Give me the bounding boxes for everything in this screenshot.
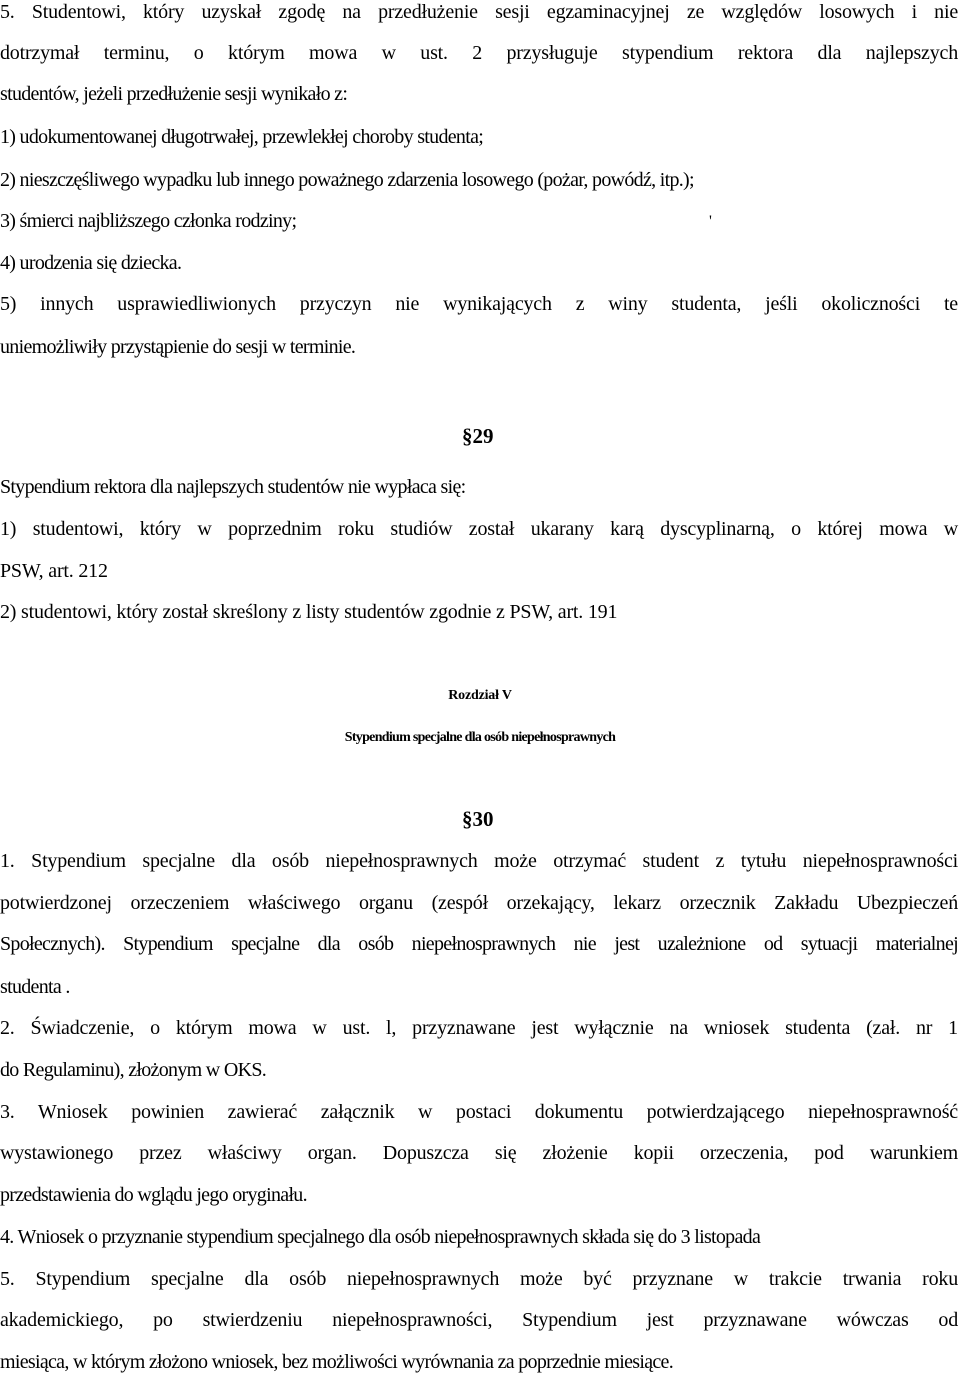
section-29-heading: §29 [462, 424, 494, 448]
chapter-number: Rozdział V [448, 688, 512, 703]
paragraph-5-line-2: dotrzymał terminu, o którym mowa w ust. 2 przysługuje stypendium rektora dla najlepszych [0, 42, 958, 64]
paragraph-5-line-1: 5. Studentowi, który uzyskał zgodę na przedłużenie sesji egzaminacyjnej ze względów losowych i nie [0, 1, 958, 23]
section-30-line-13: miesiąca, w którym złożono wniosek, bez możliwości wyrównania za poprzednie miesiące. [0, 1351, 674, 1373]
list-item-3: 3) śmierci najbliższego członka rodziny; [0, 210, 297, 232]
section-29-item-2: 2) studentowi, który został skreślony z listy studentów zgodnie z PSW, art. 191 [0, 601, 618, 623]
section-30-heading: §30 [462, 807, 494, 831]
section-30-line-12: akademickiego, po stwierdzeniu niepełnosprawności, Stypendium jest przyznawane wówczas od [0, 1309, 958, 1331]
section-30-line-11: 5. Stypendium specjalne dla osób niepełnosprawnych może być przyznane w trakcie trwania roku [0, 1268, 958, 1290]
section-30-line-10: 4. Wniosek o przyznanie stypendium specjalnego dla osób niepełnosprawnych składa się do 3 listopada [0, 1226, 761, 1248]
section-30-line-9: przedstawienia do wglądu jego oryginału. [0, 1184, 307, 1206]
list-item-1: 1) udokumentowanej długotrwałej, przewlekłej choroby studenta; [0, 126, 484, 148]
list-item-5-continued: uniemożliwiły przystąpienie do sesji w terminie. [0, 336, 356, 358]
section-30-line-6: do Regulaminu), złożonym w OKS. [0, 1059, 267, 1081]
section-30-line-8: wystawionego przez właściwy organ. Dopuszcza się złożenie kopii orzeczenia, pod warunkiem [0, 1142, 958, 1164]
section-29-item-1-continued: PSW, art. 212 [0, 560, 108, 582]
section-30-line-5: 2. Świadczenie, o którym mowa w ust. l, przyznawane jest wyłącznie na wniosek studenta (zał. nr 1 [0, 1017, 958, 1039]
section-30-line-1: 1. Stypendium specjalne dla osób niepełnosprawnych może otrzymać student z tytułu niepełnosprawności [0, 850, 958, 872]
section-30-line-4: studenta . [0, 976, 70, 998]
list-item-2: 2) nieszczęśliwego wypadku lub innego poważnego zdarzenia losowego (pożar, powódź, itp.); [0, 169, 694, 191]
section-30-line-2: potwierdzonej orzeczeniem właściwego organu (zespół orzekający, lekarz orzecznik Zakładu Ubezpieczeń [0, 892, 958, 914]
section-30-line-3: Społecznych). Stypendium specjalne dla osób niepełnosprawnych nie jest uzależnione od sytuacji materialnej [0, 933, 958, 955]
section-30-line-7: 3. Wniosek powinien zawierać załącznik w postaci dokumentu potwierdzającego niepełnosprawność [0, 1101, 958, 1123]
stray-mark: ' [709, 213, 712, 230]
section-29-item-1: 1) studentowi, który w poprzednim roku studiów został ukarany karą dyscyplinarną, o której mowa w [0, 518, 958, 540]
section-29-intro: Stypendium rektora dla najlepszych studentów nie wypłaca się: [0, 476, 466, 498]
list-item-4: 4) urodzenia się dziecka. [0, 252, 182, 274]
chapter-title: Stypendium specjalne dla osób niepełnosprawnych [344, 730, 616, 745]
list-item-5: 5) innych usprawiedliwionych przyczyn nie wynikających z winy studenta, jeśli okoliczności te [0, 293, 958, 315]
paragraph-5-line-3: studentów, jeżeli przedłużenie sesji wynikało z: [0, 83, 348, 105]
